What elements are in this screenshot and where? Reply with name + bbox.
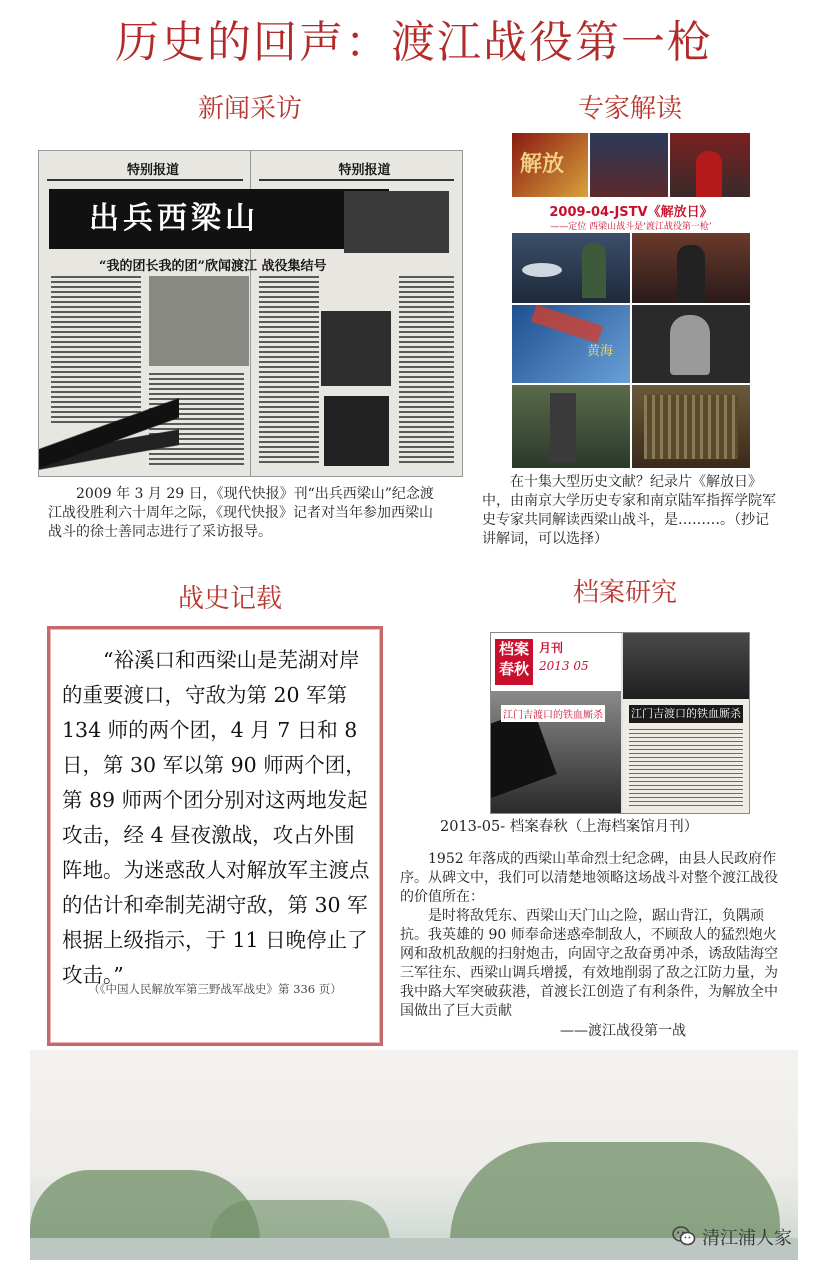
jstv-studio-frame	[590, 133, 668, 197]
artillery-illustration	[39, 396, 179, 476]
jstv-program-subtitle: ——定位 西梁山战斗是‘渡江战役第一枪’	[550, 222, 712, 232]
archive-paragraph-1: 1952 年落成的西梁山革命烈士纪念碑，由县人民政府作序。从碑文中，我们可以清楚地领略这场战斗对整个渡江战役的价值所在：	[400, 851, 778, 905]
jstv-logo-frame: 解放	[512, 133, 588, 197]
magazine-article-page	[623, 633, 749, 813]
magazine-issue-label: 月刊	[539, 641, 564, 655]
newspaper-image	[38, 150, 463, 477]
jstv-portrait-frame	[632, 305, 750, 383]
section-title-expert: 专家解读	[577, 94, 682, 124]
section-title-history: 战史记载	[177, 584, 282, 614]
expert-caption: 在十集大型历史文献？纪录片《解放日》中，由南京大学历史专家和南京陆军指挥学院军史专家共同解读西梁山战斗，是………。（抄记讲解词，可以选择）	[482, 474, 776, 547]
newspaper-field-photo	[149, 276, 249, 366]
newspaper-headline: 出兵西梁山	[49, 189, 389, 249]
newspaper-subheadline: “我的团长我的团”欣闻渡江 战役集结号	[99, 259, 327, 274]
magazine-cover	[491, 633, 621, 813]
newspaper-header-left: 特别报道	[47, 157, 243, 181]
page-title: 历史的回声：渡江战役第一枪	[115, 17, 713, 68]
jstv-map-frame	[512, 305, 630, 383]
magazine-article-title: 江门吉渡口的铁血厮杀	[629, 705, 743, 723]
map-label: 黄海	[587, 344, 614, 359]
newspaper-header-right: 特别报道	[259, 157, 455, 181]
magazine-cover-article: 江门吉渡口的铁血厮杀	[501, 705, 605, 722]
jstv-host-frame	[670, 133, 750, 197]
jstv-collage	[512, 133, 750, 468]
jstv-inscription-frame	[632, 385, 750, 468]
newspaper-dark-photo	[324, 396, 389, 466]
archive-caption: 2013-05- 档案春秋（上海档案馆月刊）	[440, 819, 699, 835]
jstv-program-title: 2009-04-JSTV《解放日》	[549, 205, 713, 220]
section-title-news: 新闻采访	[197, 94, 302, 124]
magazine-image	[490, 632, 750, 814]
jstv-expert-frame	[512, 233, 630, 303]
newspaper-soldier-photo	[321, 311, 391, 386]
wechat-account-logo	[672, 1222, 812, 1252]
jstv-host2-frame	[632, 233, 750, 303]
archive-signature: ——渡江战役第一战	[560, 1023, 686, 1039]
history-source: （《中国人民解放军第三野战军战史》第 336 页）	[88, 982, 342, 996]
magazine-name: 档案春秋	[495, 639, 533, 685]
newspaper-portrait-photo	[344, 191, 449, 253]
section-title-archive: 档案研究	[572, 578, 677, 608]
wechat-account-name: 清江浦人家	[702, 1228, 792, 1249]
news-caption: 2009 年 3 月 29 日，《现代快报》刊“出兵西梁山”纪念渡江战役胜利六十周年之际，《现代快报》记者对当年参加西梁山战斗的徐士善同志进行了采访报导。	[48, 486, 434, 540]
history-quote-box	[47, 626, 383, 1046]
wechat-icon	[672, 1225, 696, 1247]
magazine-issue: 2013 05	[539, 659, 589, 673]
history-quote: “裕溪口和西梁山是芜湖对岸的重要渡口，守敌为第 20 军第 134 师的两个团，4 月 7 日和 8 日，第 30 军以第 90 师两个团，第 89 师两个团分别对这两地发起攻击，经 4 昼夜激战，攻占外围阵地。为迷惑敌人对解放军主渡点的估计和牵制芜湖守敌，第 30 军根据上级指示，于 11 日晚停止了攻击。”	[62, 648, 370, 987]
jstv-monument-frame	[512, 385, 630, 468]
archive-paragraph-2: 是时将敌凭东、西梁山天门山之险，踞山背江，负隅顽抗。我英雄的 90 师奉命迷惑牵制敌人，不顾敌人的猛烈炮火网和敌机敌舰的扫射炮击，向固守之敌奋勇冲杀，诱敌陆海空三军往东、西梁山调兵增援，有效地削弱了敌之江防力量，为我中路大军突破荻港，首渡长江创造了有利条件，为解放全中国做出了巨大贡献	[400, 908, 778, 1019]
